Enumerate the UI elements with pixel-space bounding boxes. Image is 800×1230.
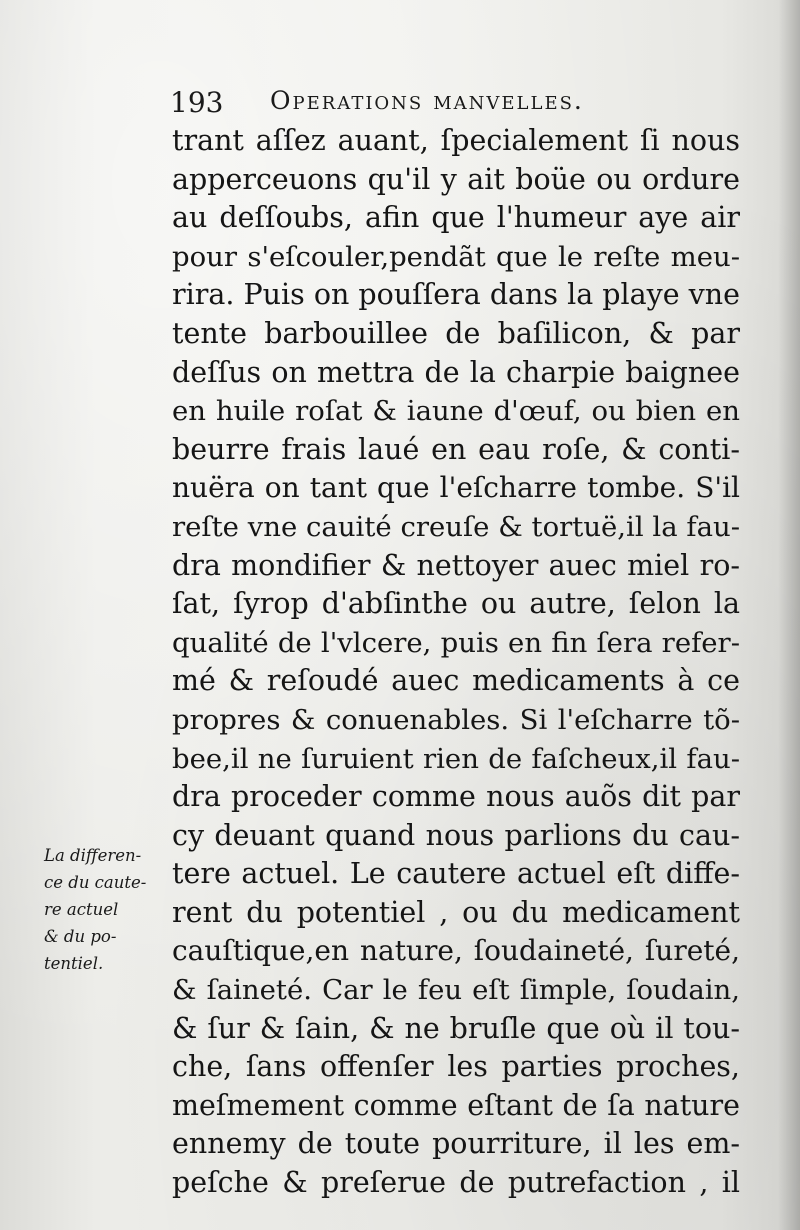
text-line: qualité de l'vlcere, puis en fin ſera refer- [172, 626, 740, 659]
running-title: Operations manvelles. [270, 86, 584, 115]
text-line: pour s'eſcouler,pendãt que le reſte meu- [172, 240, 740, 273]
text-line: meſmement comme eſtant de ſa nature [172, 1088, 740, 1122]
text-line: tere actuel. Le cautere actuel eſt diffe- [172, 857, 740, 891]
text-line: tente barbouillee de baſilicon, & par [172, 316, 740, 350]
page-edge-shadow [778, 0, 800, 1230]
marginal-note-line: tentiel. [44, 954, 104, 973]
text-line: beurre frais laué en eau roſe, & conti- [172, 432, 740, 466]
text-line: nuëra on tant que l'eſcharre tombe. S'il [172, 471, 740, 505]
text-line: trant aſſez auant, ſpecialement ſi nous [172, 124, 740, 157]
text-line: apperceuons qu'il y ait boüe ou ordure [172, 162, 740, 196]
text-line: ſat, ſyrop d'abſinthe ou autre, ſelon la [172, 587, 740, 621]
marginal-note-line: re actuel [44, 900, 119, 919]
text-line: au deſſoubs, afin que l'humeur aye air [172, 201, 740, 235]
text-line: mé & reſoudé auec medicaments à ce [172, 664, 740, 698]
text-line: bee,il ne ſuruient rien de faſcheux,il fau- [172, 742, 740, 775]
page-number: 193 [170, 86, 224, 119]
text-line: ennemy de toute pourriture, il les em- [172, 1127, 740, 1161]
text-line: en huile roſat & iaune d'œuf, ou bien en [172, 395, 740, 428]
marginal-note-line: La differen- [44, 846, 142, 865]
marginal-note-line: ce du caute- [44, 873, 147, 892]
text-line: peſche & preſerue de putrefaction , il [172, 1166, 740, 1200]
text-line: dra proceder comme nous auõs dit par [172, 780, 740, 814]
text-line: cy deuant quand nous parlions du cau- [172, 818, 740, 852]
running-head [170, 82, 730, 122]
text-line: rira. Puis on pouſſera dans la playe vne [172, 278, 740, 312]
text-line: propres & conuenables. Si l'eſcharre tõ- [172, 703, 740, 736]
text-line: & ſur & ſain, & ne bruſle que où il tou- [172, 1011, 740, 1045]
text-line: & ſaineté. Car le feu eſt ſimple, ſoudain, [172, 974, 740, 1007]
marginal-note-line: & du po- [44, 927, 117, 946]
marginal-note [44, 842, 162, 977]
text-line: che, ſans offenſer les parties proches, [172, 1050, 740, 1084]
text-line: reſte vne cauité creuſe & tortuë,il la fau- [172, 510, 740, 543]
body-text [172, 122, 740, 1203]
text-line: rent du potentiel , ou du medicament [172, 895, 740, 929]
bleed-through-mark [40, 260, 160, 360]
text-line: deſſus on mettra de la charpie baignee [172, 355, 740, 389]
text-line: cauſtique,en nature, ſoudaineté, ſureté, [172, 934, 740, 968]
text-line: dra mondifier & nettoyer auec miel ro- [172, 548, 740, 582]
